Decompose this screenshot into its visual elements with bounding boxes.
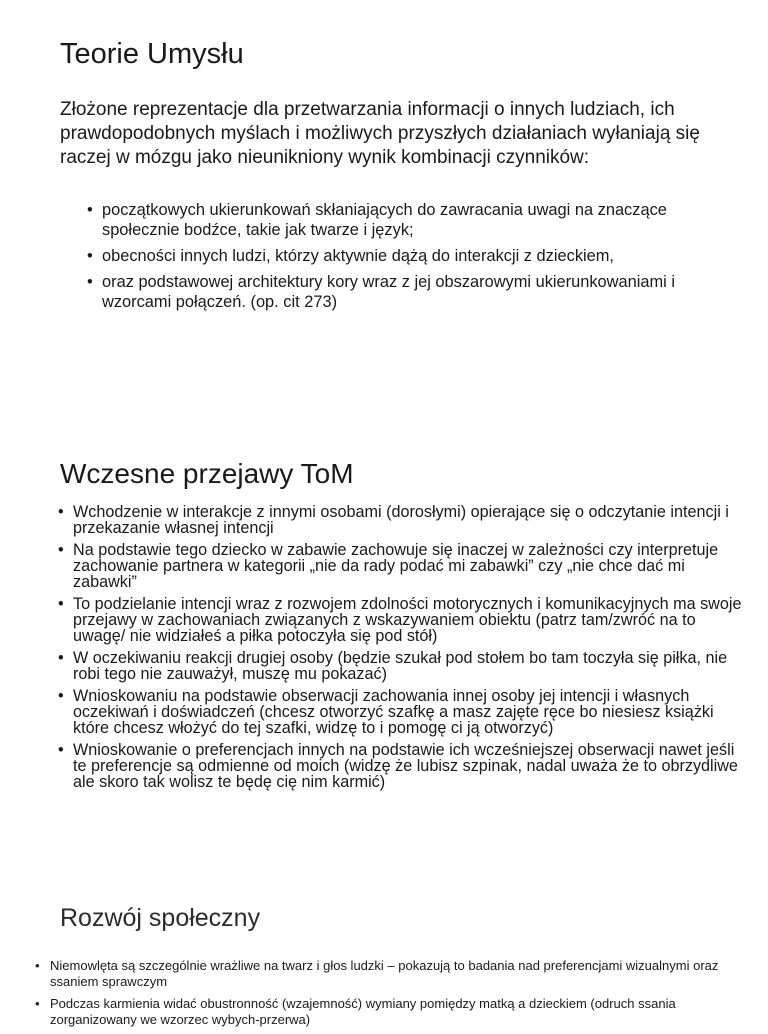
list-item-text: Wnioskowanie o preferencjach innych na podstawie ich wcześniejszej obserwacji nawet jeśli te preferencje są odmienne od moich (widzę że lubisz szpinak, nadal uważa że to obrzydliwe ale skoro tak wolisz te będę cię nim karmić)	[73, 741, 738, 791]
slide-title: Wczesne przejawy ToM	[60, 458, 354, 489]
bullet-icon: •	[35, 996, 40, 1011]
list-item	[58, 741, 743, 791]
list-item-text: To podzielanie intencji wraz z rozwojem zdolności motorycznych i komunikacyjnych ma swoje przejawy w zachowaniach związanych z wskazywaniem obiektu (patrz tam/zwróć na to uwagę/ nie widziałeś a piłka potoczyła się pod stół)	[73, 595, 742, 645]
list-item-text: Podczas karmienia widać obustronność (wzajemność) wymiany pomiędzy matką a dzieckiem (odruch ssania zorganizowany we wzorzec wybych-przerwa)	[50, 996, 676, 1027]
list-item	[35, 996, 730, 1028]
list-item-text: Niemowlęta są szczególnie wrażliwe na twarz i głos ludzki – pokazują to badania nad preferencjami wizualnymi oraz ssaniem sprawczym	[50, 958, 719, 989]
bullet-icon: •	[87, 273, 93, 291]
list-item-text: początkowych ukierunkowań skłaniających do zawracania uwagi na znaczące społecznie bodźce, takie jak twarze i język;	[102, 201, 667, 239]
list-item-text: Wnioskowaniu na podstawie obserwacji zachowania innej osoby jej intencji i własnych oczekiwań i doświadczeń (chcesz otworzyć szafkę a masz zajęte ręce bo niesiesz książki które chcesz włożyć do tej szafki, widzę to i pomogę ci ją otworzyć)	[73, 687, 714, 737]
list-item	[87, 272, 722, 312]
bullet-icon: •	[58, 687, 64, 705]
list-item-text: W oczekiwaniu reakcji drugiej osoby (będzie szukał pod stołem bo tam toczyła się piłka, nie robi tego nie zauważył, muszę mu pokazać)	[73, 649, 728, 683]
bullet-icon: •	[35, 958, 40, 973]
bullet-icon: •	[58, 541, 64, 559]
list-item-text: oraz podstawowej architektury kory wraz z jej obszarowymi ukierunkowaniami i wzorcami połączeń. (op. cit 273)	[102, 273, 675, 311]
slide-title: Rozwój społeczny	[60, 904, 261, 932]
list-item	[87, 246, 722, 266]
list-item-text: Wchodzenie w interakcje z innymi osobami (dorosłymi) opierające się o odczytanie intencji i przekazanie własnej intencji	[73, 503, 729, 537]
bullet-icon: •	[58, 503, 64, 521]
intro-paragraph: Złożone reprezentacje dla przetwarzania informacji o innych ludziach, ich prawdopodobnych myślach i możliwych przyszłych działaniach wyłaniają się raczej w mózgu jako nieunikniony wynik kombinacji czynników:	[60, 99, 700, 168]
bullet-icon: •	[58, 595, 64, 613]
list-item	[58, 541, 743, 591]
list-item	[35, 958, 730, 990]
list-item-text: Na podstawie tego dziecko w zabawie zachowuje się inaczej w zależności czy interpretuje zachowanie partnera w kategorii „nie da rady podać mi zabawki” czy „nie chce dać mi zabawki”	[73, 541, 719, 591]
slide-title: Teorie Umysłu	[60, 38, 244, 70]
list-item	[58, 649, 743, 683]
bullet-list	[58, 503, 743, 796]
bullet-list	[35, 958, 730, 1034]
slide-rozwoj-spoleczny	[0, 890, 768, 1027]
bullet-icon: •	[87, 247, 93, 265]
list-item	[87, 200, 722, 240]
list-item	[58, 687, 743, 737]
list-item	[58, 595, 743, 645]
list-item	[58, 503, 743, 537]
bullet-icon: •	[87, 201, 93, 219]
bullet-icon: •	[58, 741, 64, 759]
slide-teorie-umyslu	[0, 0, 768, 412]
slide-wczesne-przejawy-tom	[0, 412, 768, 890]
list-item-text: obecności innych ludzi, którzy aktywnie dążą do interakcji z dzieckiem,	[102, 247, 614, 265]
bullet-icon: •	[58, 649, 64, 667]
bullet-list	[87, 200, 722, 318]
